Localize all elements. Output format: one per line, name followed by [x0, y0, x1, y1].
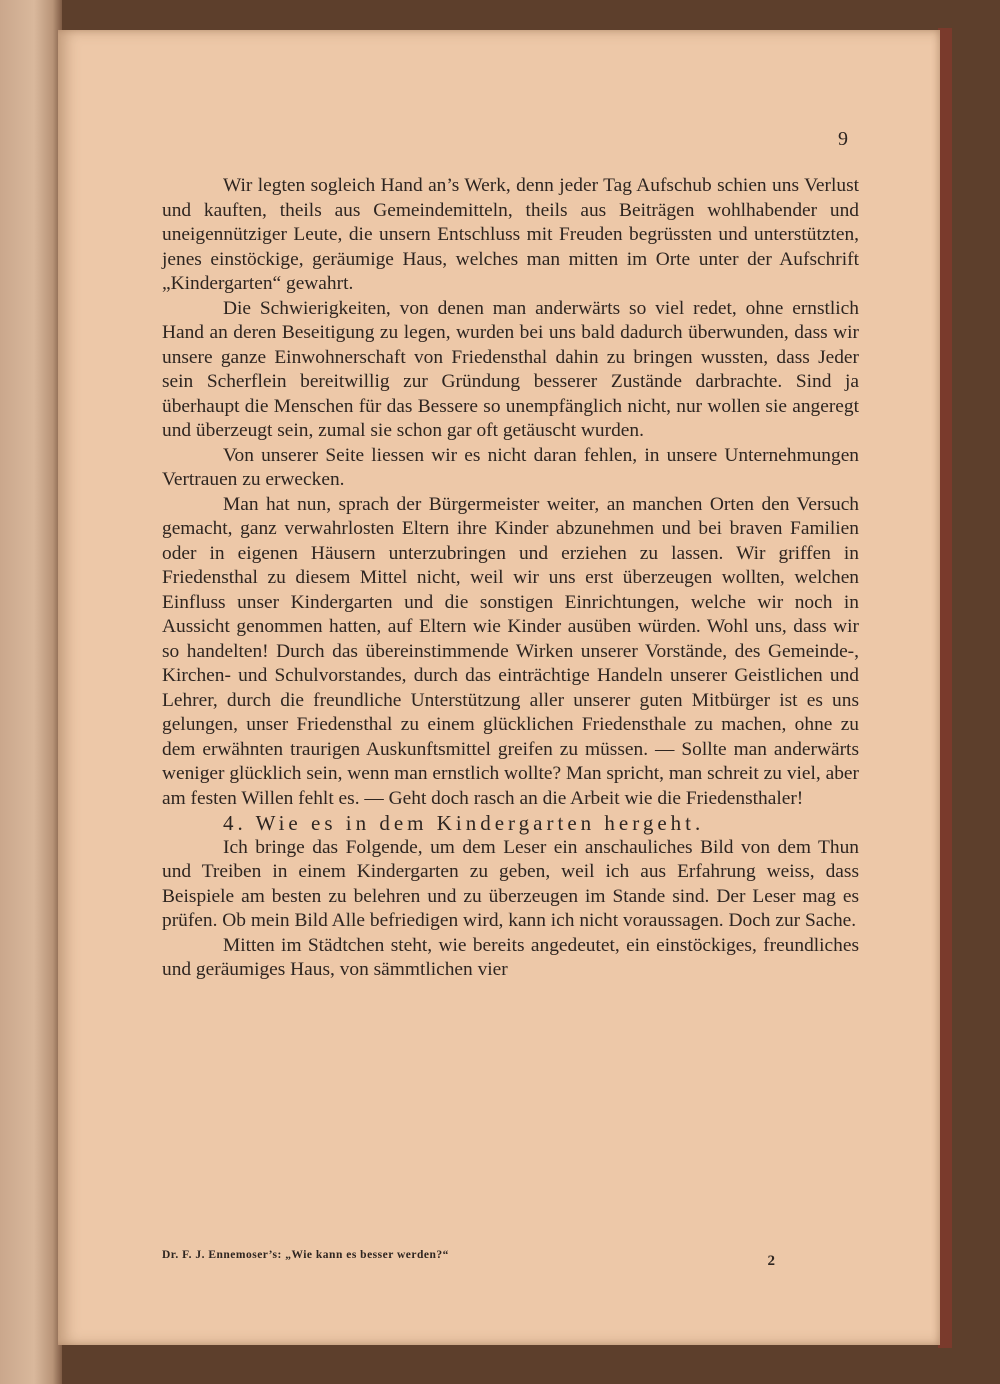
- section-heading: 4. Wie es in dem Kindergarten hergeht.: [223, 811, 705, 835]
- page-body: [162, 174, 859, 983]
- paragraph: Wir legten sogleich Hand an’s Werk, denn jeder Tag Aufschub schien uns Verlust und kauften, theils aus Gemeindemitteln, theils aus Beiträgen wohlhabender und uneigennütziger Leute, die unsern Entschluss mit Freuden begrüssten und unterstützten, jenes einstöckige, geräumige Haus, welches man mitten im Orte unter der Aufschrift „Kindergarten“ gewahrt.: [162, 175, 859, 294]
- paragraph: Von unserer Seite liessen wir es nicht daran fehlen, in unsere Unternehmungen Vertrauen zu erwecken.: [162, 444, 859, 490]
- paragraph: Ich bringe das Folgende, um dem Leser ein anschauliches Bild von dem Thun und Treiben in einem Kindergarten zu geben, weil ich aus Erfahrung weiss, dass Beispiele am besten zu belehren und zu überzeugen im Stande sind. Der Leser mag es prüfen. Ob mein Bild Alle befriedigen wird, kann ich nicht voraussagen. Doch zur Sache.: [162, 836, 859, 931]
- paragraph: Mitten im Städtchen steht, wie bereits angedeutet, ein einstöckiges, freundliches und geräumiges Haus, von sämmtlichen vier: [162, 934, 859, 980]
- paragraph: Man hat nun, sprach der Bürgermeister weiter, an manchen Orten den Versuch gemacht, ganz verwahrlosten Eltern ihre Kinder abzunehmen und bei braven Familien oder in eigenen Häusern unterzubringen und erziehen zu lassen. Wir griffen in Friedensthal zu diesem Mittel nicht, weil wir uns erst überzeugen wollten, welchen Einfluss unser Kindergarten und die sonstigen Einrichtungen, welche wir noch in Aussicht genommen hatten, auf Eltern wie Kinder ausüben würden. Wohl uns, dass wir so handelten! Durch das übereinstimmende Wirken unserer Vorstände, des Gemeinde-, Kirchen- und Schulvorstandes, durch das einträchtige Handeln unserer Geistlichen und Lehrer, durch die freundliche Unterstützung aller unserer guten Mitbürger ist es uns gelungen, unser Friedensthal zu einem glücklichen Friedensthale zu machen, ohne zu dem erwähnten traurigen Auskunftsmittel greifen zu müssen. — Sollte man anderwärts weniger glücklich sein, wenn man ernstlich wollte? Man spricht, man schreit zu viel, aber am festen Willen fehlt es. — Geht doch rasch an die Arbeit wie die Friedensthaler!: [162, 493, 859, 809]
- book-cover-edge: [938, 28, 952, 1348]
- page-number: 9: [838, 128, 848, 150]
- page-footer: [162, 1245, 859, 1275]
- signature-mark: 2: [767, 1253, 775, 1269]
- left-page-edge: [0, 0, 62, 1384]
- footer-reference: Dr. F. J. Ennemoser’s: „Wie kann es besser werden?“: [162, 1249, 449, 1261]
- paragraph: Die Schwierigkeiten, von denen man anderwärts so viel redet, ohne ernstlich Hand an deren Beseitigung zu legen, wurden bei uns bald dadurch überwunden, dass wir unsere ganze Einwohnerschaft von Friedensthal dahin zu bringen wussten, dass Jeder sein Scherflein bereitwillig zur Gründung besserer Zustände darbrachte. Sind ja überhaupt die Menschen für das Bessere so unempfänglich nicht, nur wollen sie angeregt und überzeugt sein, zumal sie schon gar oft getäuscht wurden.: [162, 297, 859, 441]
